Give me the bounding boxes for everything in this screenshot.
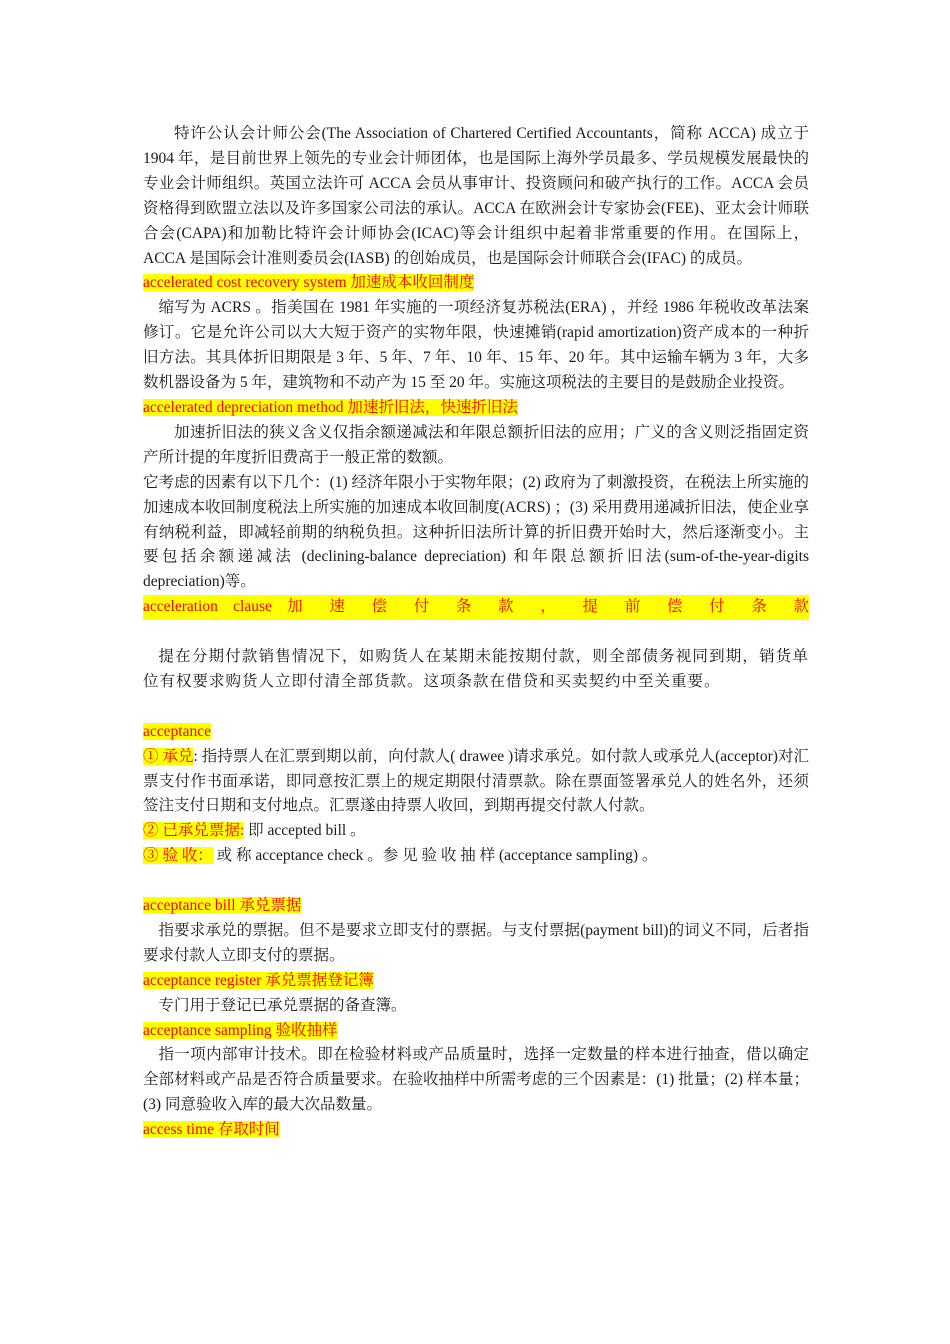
term-highlight: acceptance (143, 722, 211, 740)
ac-body: 提在分期付款销售情况下，如购货人在某期未能按期付款，则全部债务视同到期，销货单位有权要求购货人立即付清全部货款。这项条款在借贷和买卖契约中至关重要。 (143, 648, 809, 690)
term-highlight: acceptance sampling 验收抽样 (143, 1021, 338, 1039)
item-label: ① 承兑 (143, 747, 194, 765)
term-adm (143, 396, 809, 421)
term-highlight: accelerated depreciation method 加速折旧法，快速折旧法 (143, 398, 518, 416)
item-body: 或 称 acceptance check 。参 见 验 收 抽 样 (acceptance sampling) 。 (212, 847, 658, 865)
acrs-body: 缩写为 ACRS 。指美国在 1981 年实施的一项经济复苏税法(ERA) ，并经 1986 年税收改革法案修订。它是允许公司以大大短于资产的实物年限，快速摊销(rapid amortization)资产成本的一种折旧方法。其具体折旧期限是 3 年、5 年、7 年、10 年、15 年、20 年。其中运输车辆为 3 年，大多数机器设备为 5 年，建筑物和不动产为 15 至 20 年。实施这项税法的主要目的是鼓励企业投资。 (143, 299, 809, 392)
intro-paragraph: 特许公认会计师公会(The Association of Chartered Certified Accountants，简称 ACCA) 成立于 1904 年，是目前世界上领先的专业会计师团体，也是国际上海外学员最多、学员规模发展最快的专业会计师组织。英国立法许可 ACCA 会员从事审计、投资顾问和破产执行的工作。ACCA 会员资格得到欧盟立法以及许多国家公司法的承认。ACCA 在欧洲会计专家协会(FEE)、亚太会计师联合会(CAPA)和加勒比特许会计师协会(ICAC)等会计组织中起着非常重要的作用。在国际上，ACCA 是国际会计准则委员会(IASB) 的创始成员，也是国际会计师联合会(IFAC) 的成员。 (143, 125, 809, 267)
acceptance-item-2 (143, 819, 809, 844)
blank-line (143, 869, 809, 894)
adm-body-1: 加速折旧法的狭义含义仅指余额递减法和年限总额折旧法的应用；广义的含义则泛指固定资产所计提的年度折旧费高于一般正常的数额。 (143, 423, 809, 466)
document-page (143, 122, 809, 1143)
adm-body-2: 它考虑的因素有以下几个：(1) 经济年限小于实物年限；(2) 政府为了刺激投资，在税法上所实施的加速成本收回制度税法上所实施的加速成本收回制度(ACRS) ；(3) 采用费用递减折旧法，使企业享有纳税利益，即减轻前期的纳税负担。这种折旧法所计算的折旧费开始时大，然后逐渐变小。主要包括余额递减法 (declining-balance depreciation) 和年限总额折旧法(sum-of-the-year-digits depreciation)等。 (143, 473, 809, 591)
term-acceptance-register (143, 969, 809, 994)
acceptance-item-3 (143, 844, 809, 869)
term-acrs (143, 271, 809, 296)
ar-body: 专门用于登记已承兑票据的备查簿。 (158, 996, 407, 1014)
term-highlight: acceptance register 承兑票据登记簿 (143, 971, 374, 989)
term-highlight: accelerated cost recovery system 加速成本收回制度 (143, 274, 475, 292)
blank-line (143, 620, 809, 645)
term-acceptance-sampling (143, 1019, 809, 1044)
term-highlight: access time 存取时间 (143, 1121, 280, 1139)
blank-line (143, 695, 809, 720)
ab-body: 指要求承兑的票据。但不是要求立即支付的票据。与支付票据(payment bill)的词义不同，后者指要求付款人立即支付的票据。 (143, 921, 809, 964)
term-access-time (143, 1118, 809, 1143)
term-acceptance-bill (143, 894, 809, 919)
term-acceptance (143, 720, 809, 745)
acceptance-item-1 (143, 745, 809, 820)
item-body: : 指持票人在汇票到期以前，向付款人( drawee )请求承兑。如付款人或承兑人(acceptor)对汇票支付作书面承诺，即同意按汇票上的规定期限付清票款。除在票面签署承兑人的姓名外，还须签注支付日期和支付地点。汇票遂由持票人收回，到期再提交付款人付款。 (143, 747, 809, 815)
item-label: ② 已承兑票据: (143, 822, 245, 840)
item-body: 即 accepted bill 。 (244, 822, 366, 840)
term-acceleration-clause: acceleration clause 加 速 偿 付 条 款 ， 提 前 偿 付 条 款 (143, 595, 809, 620)
term-highlight: acceptance bill 承兑票据 (143, 897, 302, 915)
item-label: ③ 验 收： (143, 847, 213, 865)
as-body: 指一项内部审计技术。即在检验材料或产品质量时，选择一定数量的样本进行抽查，借以确定全部材料或产品是否符合质量要求。在验收抽样中所需考虑的三个因素是：(1) 批量；(2) 样本量；(3) 同意验收入库的最大次品数量。 (143, 1046, 809, 1114)
